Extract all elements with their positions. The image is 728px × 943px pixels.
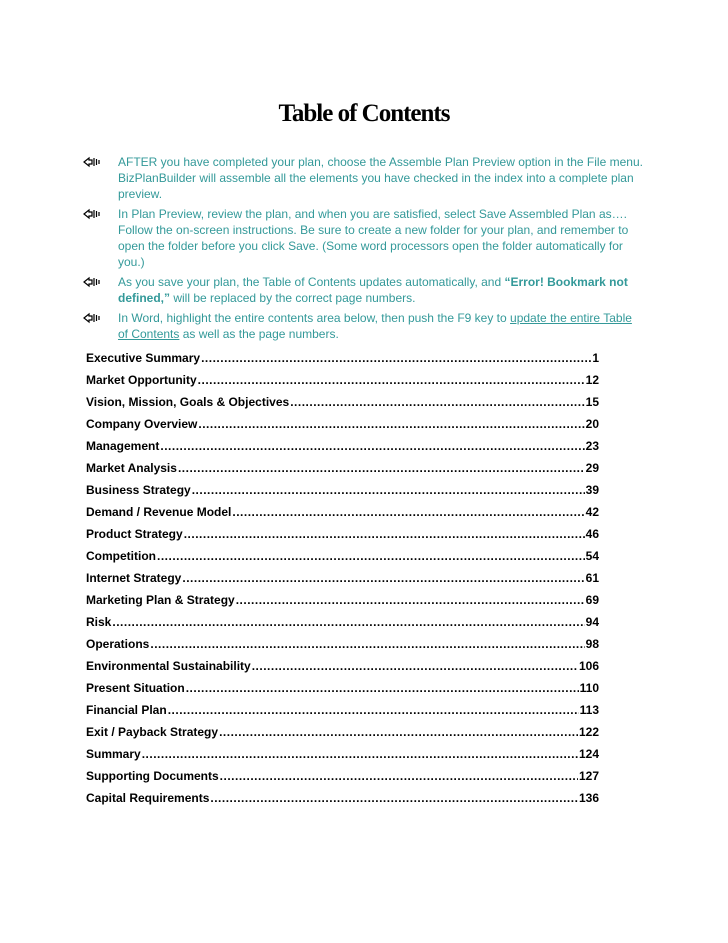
toc-dot-leader	[142, 747, 578, 761]
toc-entry[interactable]	[86, 593, 599, 615]
instruction-text	[118, 207, 628, 269]
toc-entry-page: 61	[585, 571, 599, 585]
toc-entry-page: 127	[578, 769, 599, 783]
toc-dot-leader	[198, 417, 584, 431]
toc-dot-leader	[192, 483, 585, 497]
toc-entry[interactable]	[86, 725, 599, 747]
toc-entry-title: Financial Plan	[86, 703, 167, 717]
toc-entry-page: 20	[585, 417, 599, 431]
toc-entry-title: Vision, Mission, Goals & Objectives	[86, 395, 290, 409]
pointing-hand-icon	[83, 311, 105, 325]
toc-dot-leader	[178, 461, 585, 475]
toc-dot-leader	[168, 703, 579, 717]
toc-entry[interactable]	[86, 483, 599, 505]
toc-dot-leader	[198, 373, 585, 387]
instruction-text	[118, 311, 632, 341]
instruction-item	[83, 274, 643, 306]
toc-entry[interactable]	[86, 615, 599, 637]
toc-entry[interactable]	[86, 791, 599, 813]
toc-entry[interactable]	[86, 549, 599, 571]
toc-entry[interactable]	[86, 395, 599, 417]
instruction-segment: In Word, highlight the entire contents area below, then push the F9 key to	[118, 311, 511, 325]
toc-entry[interactable]	[86, 417, 599, 439]
instruction-text	[118, 275, 628, 305]
toc-entry[interactable]	[86, 571, 599, 593]
toc-entry[interactable]	[86, 439, 599, 461]
instructions-list	[83, 154, 643, 346]
toc-entry-page: 124	[578, 747, 599, 761]
toc-entry-page: 29	[585, 461, 599, 475]
toc-entry-page: 23	[585, 439, 599, 453]
update-toc-link[interactable]: update the entire Table of Contents	[118, 311, 632, 341]
instruction-segment: as well as the page numbers.	[179, 327, 339, 341]
toc-entry-page: 39	[585, 483, 599, 497]
toc-entry[interactable]	[86, 747, 599, 769]
toc-dot-leader	[232, 505, 584, 519]
toc-entry[interactable]	[86, 703, 599, 725]
toc-dot-leader	[201, 351, 591, 365]
toc-dot-leader	[160, 439, 584, 453]
toc-entry-page: 113	[579, 703, 599, 717]
toc-entry[interactable]	[86, 527, 599, 549]
toc-dot-leader	[182, 571, 584, 585]
toc-entry-title: Company Overview	[86, 417, 198, 431]
toc-dot-leader	[184, 527, 585, 541]
error-bookmark-text: “Error! Bookmark not defined,”	[118, 275, 628, 305]
toc-entry-page: 12	[585, 373, 599, 387]
toc-entry-page: 46	[585, 527, 599, 541]
pointing-hand-icon	[83, 207, 105, 221]
pointing-hand-icon	[83, 275, 105, 289]
toc-dot-leader	[112, 615, 584, 629]
pointing-hand-icon	[83, 155, 105, 169]
toc-dot-leader	[220, 769, 578, 783]
toc-entry-page: 69	[585, 593, 599, 607]
instruction-item	[83, 206, 643, 270]
toc-entry-title: Executive Summary	[86, 351, 201, 365]
instruction-segment: will be replaced by the correct page numbers.	[170, 291, 416, 305]
toc-entry[interactable]	[86, 505, 599, 527]
toc-dot-leader	[236, 593, 585, 607]
toc-entry-title: Internet Strategy	[86, 571, 182, 585]
toc-entry-page: 136	[578, 791, 599, 805]
toc-entry-page: 94	[585, 615, 599, 629]
toc-entry-page: 15	[585, 395, 599, 409]
toc-entry[interactable]	[86, 461, 599, 483]
toc-entry-page: 106	[578, 659, 599, 673]
toc-entry[interactable]	[86, 351, 599, 373]
toc-dot-leader	[210, 791, 578, 805]
toc-entry-title: Supporting Documents	[86, 769, 219, 783]
toc-entry-title: Risk	[86, 615, 112, 629]
toc-entry-title: Demand / Revenue Model	[86, 505, 232, 519]
toc-dot-leader	[219, 725, 578, 739]
toc-entry-page: 122	[578, 725, 599, 739]
toc-dot-leader	[157, 549, 585, 563]
table-of-contents	[86, 351, 599, 813]
toc-entry-title: Competition	[86, 549, 156, 563]
toc-entry-title: Product Strategy	[86, 527, 183, 541]
toc-entry-title: Management	[86, 439, 160, 453]
toc-entry-page: 54	[585, 549, 599, 563]
instruction-item	[83, 154, 643, 202]
instruction-segment: AFTER you have completed your plan, choose the Assemble Plan Preview option in the File menu. BizPlanBuilder will assemble all the elements you have checked in the index into a complete plan preview.	[118, 155, 643, 201]
toc-entry-title: Summary	[86, 747, 141, 761]
instruction-item	[83, 310, 643, 342]
page-title: Table of Contents	[278, 100, 450, 127]
toc-entry[interactable]	[86, 681, 599, 703]
toc-dot-leader	[252, 659, 578, 673]
toc-entry-page: 98	[585, 637, 599, 651]
toc-entry-title: Business Strategy	[86, 483, 191, 497]
toc-entry-page: 42	[585, 505, 599, 519]
toc-entry-title: Exit / Payback Strategy	[86, 725, 219, 739]
toc-dot-leader	[150, 637, 584, 651]
instruction-segment: As you save your plan, the Table of Contents updates automatically, and	[118, 275, 505, 289]
toc-entry-title: Environmental Sustainability	[86, 659, 251, 673]
toc-entry-title: Market Opportunity	[86, 373, 197, 387]
toc-entry[interactable]	[86, 769, 599, 791]
toc-entry[interactable]	[86, 637, 599, 659]
toc-entry[interactable]	[86, 659, 599, 681]
toc-entry-title: Marketing Plan & Strategy	[86, 593, 235, 607]
toc-entry-title: Present Situation	[86, 681, 185, 695]
toc-entry-title: Market Analysis	[86, 461, 177, 475]
toc-entry-title: Operations	[86, 637, 150, 651]
toc-dot-leader	[186, 681, 579, 695]
toc-entry-title: Capital Requirements	[86, 791, 210, 805]
toc-entry-page: 110	[579, 681, 599, 695]
instruction-segment: In Plan Preview, review the plan, and when you are satisfied, select Save Assembled Plan as…. Follow the on-screen instructions. Be sure to create a new folder for your plan, and remember to open the folder before you click Save. (Some word processors open the folder automatically for you.)	[118, 207, 629, 269]
toc-entry[interactable]	[86, 373, 599, 395]
toc-dot-leader	[290, 395, 584, 409]
instruction-text	[118, 155, 643, 201]
toc-entry-page: 1	[592, 351, 599, 365]
